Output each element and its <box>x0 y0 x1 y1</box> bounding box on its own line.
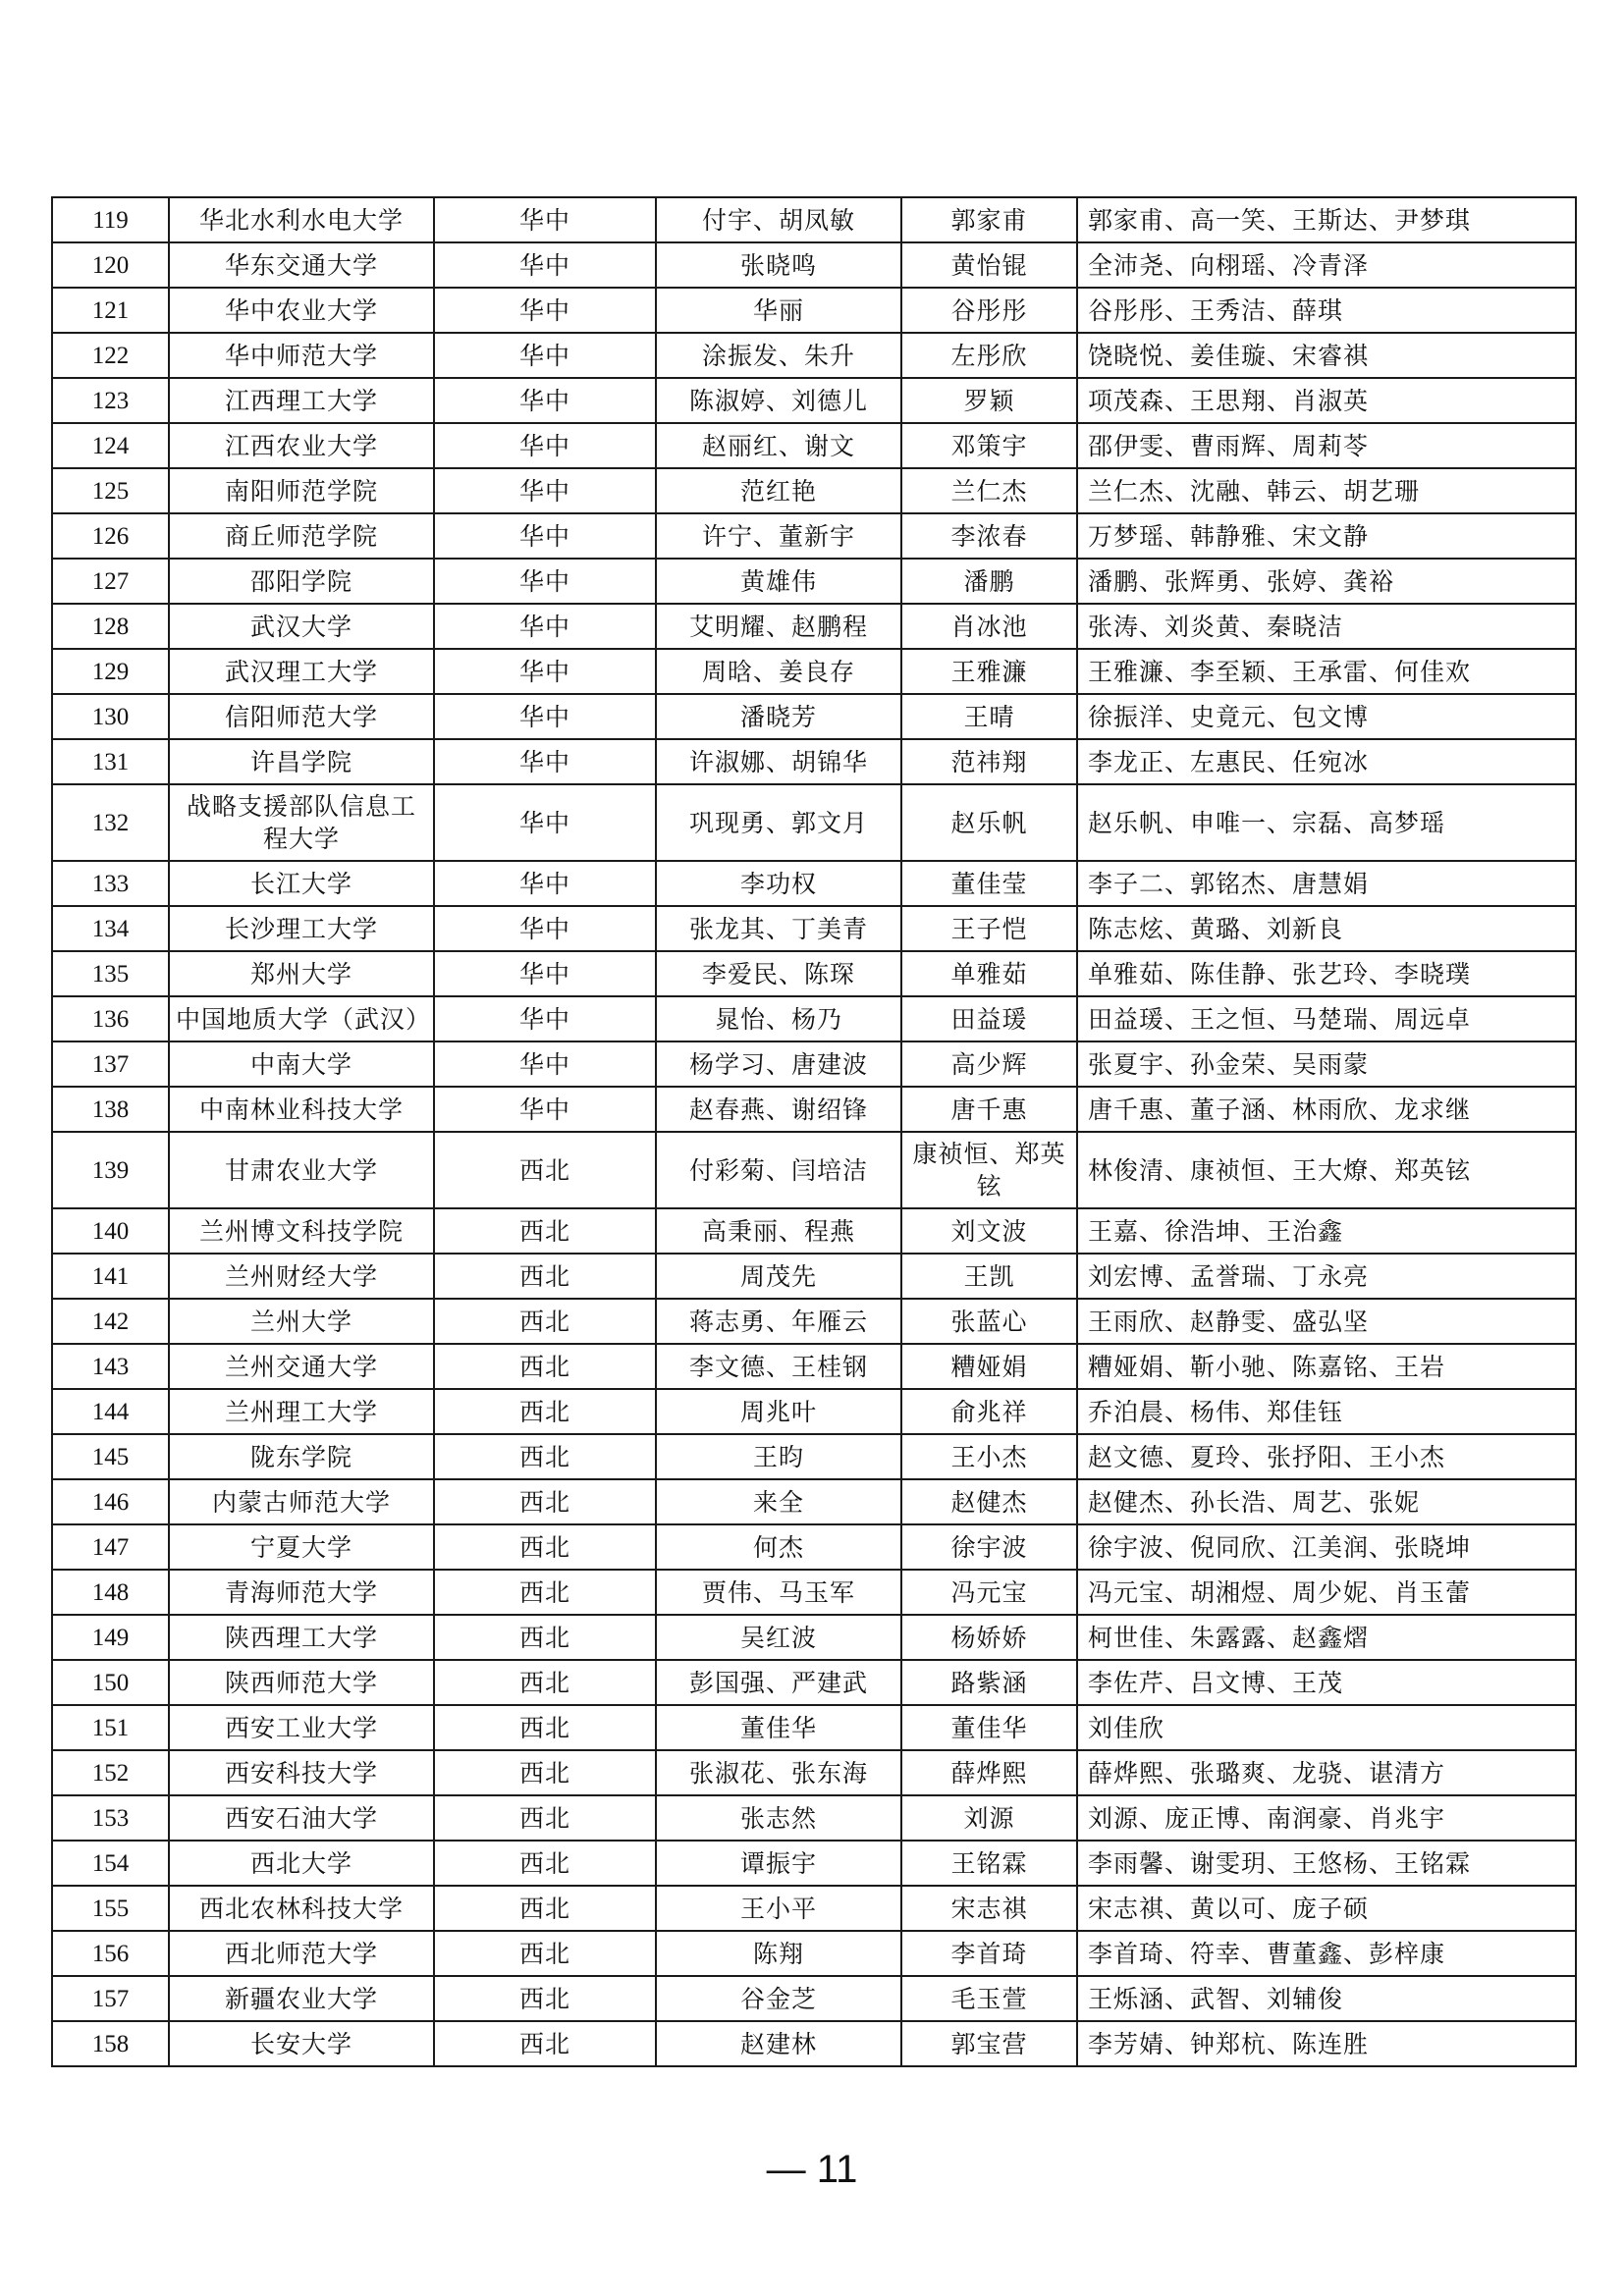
region-cell: 华中 <box>434 468 656 513</box>
row-number-cell: 139 <box>52 1132 169 1208</box>
table-row <box>52 1254 1576 1299</box>
table-row <box>52 1795 1576 1841</box>
table-row <box>52 1931 1576 1976</box>
row-number-cell: 147 <box>52 1524 169 1570</box>
row-number-cell: 131 <box>52 739 169 784</box>
team-members-cell: 乔泊晨、杨伟、郑佳钰 <box>1077 1389 1576 1434</box>
team-captain-cell: 路紫涵 <box>901 1660 1077 1705</box>
instructors-cell: 周兆叶 <box>656 1389 901 1434</box>
instructors-cell: 付宇、胡凤敏 <box>656 197 901 242</box>
row-number-cell: 145 <box>52 1434 169 1479</box>
region-cell: 华中 <box>434 996 656 1041</box>
team-members-cell: 田益瑗、王之恒、马楚瑞、周远卓 <box>1077 996 1576 1041</box>
team-captain-cell: 唐千惠 <box>901 1087 1077 1132</box>
team-members-cell: 薛烨熙、张璐爽、龙骁、谌清方 <box>1077 1750 1576 1795</box>
table-row <box>52 951 1576 996</box>
instructors-cell: 张晓鸣 <box>656 242 901 288</box>
team-captain-cell: 刘源 <box>901 1795 1077 1841</box>
table-row <box>52 1750 1576 1795</box>
row-number-cell: 138 <box>52 1087 169 1132</box>
row-number-cell: 151 <box>52 1705 169 1750</box>
team-captain-cell: 田益瑗 <box>901 996 1077 1041</box>
team-members-cell: 李佐芹、吕文博、王茂 <box>1077 1660 1576 1705</box>
school-name-cell: 许昌学院 <box>169 739 434 784</box>
row-number-cell: 134 <box>52 906 169 951</box>
team-members-cell: 李雨馨、谢雯玥、王悠杨、王铭霖 <box>1077 1841 1576 1886</box>
row-number-cell: 127 <box>52 559 169 604</box>
team-members-cell: 饶晓悦、姜佳璇、宋睿祺 <box>1077 333 1576 378</box>
team-members-cell: 冯元宝、胡湘煜、周少妮、肖玉蕾 <box>1077 1570 1576 1615</box>
region-cell: 西北 <box>434 1299 656 1344</box>
row-number-cell: 156 <box>52 1931 169 1976</box>
region-cell: 西北 <box>434 1750 656 1795</box>
instructors-cell: 范红艳 <box>656 468 901 513</box>
table-row <box>52 423 1576 468</box>
instructors-cell: 李文德、王桂钢 <box>656 1344 901 1389</box>
team-captain-cell: 徐宇波 <box>901 1524 1077 1570</box>
table-row <box>52 559 1576 604</box>
team-members-cell: 糟娅娟、靳小驰、陈嘉铭、王岩 <box>1077 1344 1576 1389</box>
region-cell: 西北 <box>434 1705 656 1750</box>
school-name-cell: 武汉大学 <box>169 604 434 649</box>
team-captain-cell: 糟娅娟 <box>901 1344 1077 1389</box>
instructors-cell: 张淑花、张东海 <box>656 1750 901 1795</box>
team-captain-cell: 刘文波 <box>901 1208 1077 1254</box>
team-captain-cell: 兰仁杰 <box>901 468 1077 513</box>
team-captain-cell: 俞兆祥 <box>901 1389 1077 1434</box>
region-cell: 西北 <box>434 1841 656 1886</box>
school-name-cell: 长江大学 <box>169 861 434 906</box>
instructors-cell: 许淑娜、胡锦华 <box>656 739 901 784</box>
team-captain-cell: 冯元宝 <box>901 1570 1077 1615</box>
team-members-cell: 单雅茹、陈佳静、张艺玲、李晓璞 <box>1077 951 1576 996</box>
team-members-cell: 邵伊雯、曹雨辉、周莉苓 <box>1077 423 1576 468</box>
team-captain-cell: 张蓝心 <box>901 1299 1077 1344</box>
team-members-cell: 张夏宇、孙金荣、吴雨蒙 <box>1077 1041 1576 1087</box>
region-cell: 华中 <box>434 559 656 604</box>
team-captain-cell: 宋志祺 <box>901 1886 1077 1931</box>
team-captain-cell: 董佳华 <box>901 1705 1077 1750</box>
table-row <box>52 739 1576 784</box>
team-captain-cell: 李首琦 <box>901 1931 1077 1976</box>
team-members-cell: 项茂森、王思翔、肖淑英 <box>1077 378 1576 423</box>
region-cell: 西北 <box>434 1931 656 1976</box>
table-row <box>52 333 1576 378</box>
school-name-cell: 新疆农业大学 <box>169 1976 434 2021</box>
instructors-cell: 华丽 <box>656 288 901 333</box>
team-captain-cell: 单雅茹 <box>901 951 1077 996</box>
instructors-cell: 张志然 <box>656 1795 901 1841</box>
region-cell: 华中 <box>434 604 656 649</box>
table-row <box>52 1570 1576 1615</box>
school-name-cell: 青海师范大学 <box>169 1570 434 1615</box>
instructors-cell: 王小平 <box>656 1886 901 1931</box>
region-cell: 西北 <box>434 2021 656 2066</box>
team-captain-cell: 毛玉萱 <box>901 1976 1077 2021</box>
team-captain-cell: 王铭霖 <box>901 1841 1077 1886</box>
table-row <box>52 468 1576 513</box>
instructors-cell: 潘晓芳 <box>656 694 901 739</box>
region-cell: 西北 <box>434 1434 656 1479</box>
table-row <box>52 1886 1576 1931</box>
team-captain-cell: 潘鹏 <box>901 559 1077 604</box>
region-cell: 华中 <box>434 513 656 559</box>
team-members-cell: 柯世佳、朱露露、赵鑫熠 <box>1077 1615 1576 1660</box>
team-captain-cell: 王雅濂 <box>901 649 1077 694</box>
school-name-cell: 西安石油大学 <box>169 1795 434 1841</box>
region-cell: 华中 <box>434 649 656 694</box>
school-name-cell: 内蒙古师范大学 <box>169 1479 434 1524</box>
region-cell: 华中 <box>434 1087 656 1132</box>
instructors-cell: 付彩菊、闫培洁 <box>656 1132 901 1208</box>
school-name-cell: 江西理工大学 <box>169 378 434 423</box>
school-name-cell: 西安工业大学 <box>169 1705 434 1750</box>
region-cell: 华中 <box>434 197 656 242</box>
team-captain-cell: 黄怡锟 <box>901 242 1077 288</box>
table-row <box>52 378 1576 423</box>
region-cell: 华中 <box>434 288 656 333</box>
instructors-cell: 王昀 <box>656 1434 901 1479</box>
team-captain-cell: 谷彤彤 <box>901 288 1077 333</box>
region-cell: 西北 <box>434 1479 656 1524</box>
team-captain-cell: 王凯 <box>901 1254 1077 1299</box>
row-number-cell: 152 <box>52 1750 169 1795</box>
school-name-cell: 南阳师范学院 <box>169 468 434 513</box>
region-cell: 华中 <box>434 333 656 378</box>
team-members-cell: 林俊清、康祯恒、王大燎、郑英铉 <box>1077 1132 1576 1208</box>
team-members-cell: 王嘉、徐浩坤、王治鑫 <box>1077 1208 1576 1254</box>
instructors-cell: 周茂先 <box>656 1254 901 1299</box>
team-members-cell: 兰仁杰、沈融、韩云、胡艺珊 <box>1077 468 1576 513</box>
row-number-cell: 119 <box>52 197 169 242</box>
instructors-cell: 谷金芝 <box>656 1976 901 2021</box>
table-row <box>52 1705 1576 1750</box>
school-name-cell: 长沙理工大学 <box>169 906 434 951</box>
region-cell: 西北 <box>434 1254 656 1299</box>
team-members-cell: 赵健杰、孙长浩、周艺、张妮 <box>1077 1479 1576 1524</box>
team-captain-cell: 李浓春 <box>901 513 1077 559</box>
school-name-cell: 长安大学 <box>169 2021 434 2066</box>
region-cell: 华中 <box>434 378 656 423</box>
instructors-cell: 谭振宇 <box>656 1841 901 1886</box>
row-number-cell: 149 <box>52 1615 169 1660</box>
region-cell: 西北 <box>434 1570 656 1615</box>
region-cell: 西北 <box>434 1615 656 1660</box>
row-number-cell: 122 <box>52 333 169 378</box>
instructors-cell: 董佳华 <box>656 1705 901 1750</box>
table-row <box>52 1615 1576 1660</box>
instructors-cell: 赵丽红、谢文 <box>656 423 901 468</box>
instructors-cell: 周晗、姜良存 <box>656 649 901 694</box>
table-row <box>52 1434 1576 1479</box>
school-name-cell: 信阳师范大学 <box>169 694 434 739</box>
instructors-cell: 蒋志勇、年雁云 <box>656 1299 901 1344</box>
row-number-cell: 120 <box>52 242 169 288</box>
team-members-cell: 宋志祺、黄以可、庞子硕 <box>1077 1886 1576 1931</box>
row-number-cell: 126 <box>52 513 169 559</box>
table-row <box>52 1132 1576 1208</box>
table-row <box>52 1208 1576 1254</box>
table-row <box>52 1976 1576 2021</box>
table-row <box>52 906 1576 951</box>
region-cell: 西北 <box>434 1389 656 1434</box>
team-captain-cell: 董佳莹 <box>901 861 1077 906</box>
region-cell: 华中 <box>434 784 656 861</box>
table-row <box>52 1660 1576 1705</box>
team-members-cell: 张涛、刘炎黄、秦晓洁 <box>1077 604 1576 649</box>
table-row <box>52 996 1576 1041</box>
instructors-cell: 彭国强、严建武 <box>656 1660 901 1705</box>
instructors-cell: 许宁、董新宇 <box>656 513 901 559</box>
school-name-cell: 陇东学院 <box>169 1434 434 1479</box>
region-cell: 西北 <box>434 1795 656 1841</box>
team-members-cell: 李龙正、左惠民、任宛冰 <box>1077 739 1576 784</box>
region-cell: 华中 <box>434 739 656 784</box>
team-members-cell: 万梦瑶、韩静雅、宋文静 <box>1077 513 1576 559</box>
row-number-cell: 141 <box>52 1254 169 1299</box>
team-captain-cell: 赵健杰 <box>901 1479 1077 1524</box>
region-cell: 西北 <box>434 1344 656 1389</box>
table-row <box>52 197 1576 242</box>
team-members-cell: 潘鹏、张辉勇、张婷、龚裕 <box>1077 559 1576 604</box>
team-members-cell: 郭家甫、高一笑、王斯达、尹梦琪 <box>1077 197 1576 242</box>
school-name-cell: 中南大学 <box>169 1041 434 1087</box>
school-name-cell: 陕西师范大学 <box>169 1660 434 1705</box>
team-captain-cell: 王晴 <box>901 694 1077 739</box>
team-members-cell: 谷彤彤、王秀洁、薛琪 <box>1077 288 1576 333</box>
table-row <box>52 784 1576 861</box>
row-number-cell: 144 <box>52 1389 169 1434</box>
team-captain-cell: 高少辉 <box>901 1041 1077 1087</box>
team-captain-cell: 邓策宇 <box>901 423 1077 468</box>
instructors-cell: 艾明耀、赵鹏程 <box>656 604 901 649</box>
table-row <box>52 242 1576 288</box>
team-members-cell: 李芳婧、钟郑杭、陈连胜 <box>1077 2021 1576 2066</box>
team-members-cell: 徐宇波、倪同欣、江美润、张晓坤 <box>1077 1524 1576 1570</box>
row-number-cell: 135 <box>52 951 169 996</box>
instructors-cell: 李爱民、陈琛 <box>656 951 901 996</box>
region-cell: 华中 <box>434 242 656 288</box>
region-cell: 西北 <box>434 1524 656 1570</box>
region-cell: 西北 <box>434 1208 656 1254</box>
team-members-cell: 刘源、庞正博、南润豪、肖兆宇 <box>1077 1795 1576 1841</box>
table-row <box>52 1524 1576 1570</box>
school-name-cell: 陕西理工大学 <box>169 1615 434 1660</box>
row-number-cell: 124 <box>52 423 169 468</box>
school-name-cell: 华东交通大学 <box>169 242 434 288</box>
school-name-cell: 甘肃农业大学 <box>169 1132 434 1208</box>
school-name-cell: 武汉理工大学 <box>169 649 434 694</box>
table-row <box>52 2021 1576 2066</box>
team-members-cell: 王雨欣、赵静雯、盛弘坚 <box>1077 1299 1576 1344</box>
team-members-cell: 王烁涵、武智、刘辅俊 <box>1077 1976 1576 2021</box>
table-row <box>52 604 1576 649</box>
team-members-cell: 赵文德、夏玲、张抒阳、王小杰 <box>1077 1434 1576 1479</box>
table-row <box>52 1479 1576 1524</box>
region-cell: 华中 <box>434 423 656 468</box>
row-number-cell: 154 <box>52 1841 169 1886</box>
instructors-cell: 涂振发、朱升 <box>656 333 901 378</box>
row-number-cell: 125 <box>52 468 169 513</box>
instructors-cell: 巩现勇、郭文月 <box>656 784 901 861</box>
region-cell: 华中 <box>434 861 656 906</box>
team-captain-cell: 康祯恒、郑英铉 <box>901 1132 1077 1208</box>
school-name-cell: 西北师范大学 <box>169 1931 434 1976</box>
team-members-cell: 唐千惠、董子涵、林雨欣、龙求继 <box>1077 1087 1576 1132</box>
school-name-cell: 西安科技大学 <box>169 1750 434 1795</box>
school-name-cell: 战略支援部队信息工程大学 <box>169 784 434 861</box>
table-row <box>52 288 1576 333</box>
instructors-cell: 吴红波 <box>656 1615 901 1660</box>
row-number-cell: 129 <box>52 649 169 694</box>
row-number-cell: 130 <box>52 694 169 739</box>
instructors-cell: 陈淑婷、刘德儿 <box>656 378 901 423</box>
roster-body <box>52 197 1576 2066</box>
school-name-cell: 邵阳学院 <box>169 559 434 604</box>
school-name-cell: 兰州交通大学 <box>169 1344 434 1389</box>
team-captain-cell: 赵乐帆 <box>901 784 1077 861</box>
instructors-cell: 李功权 <box>656 861 901 906</box>
table-row <box>52 1389 1576 1434</box>
school-name-cell: 西北大学 <box>169 1841 434 1886</box>
instructors-cell: 陈翔 <box>656 1931 901 1976</box>
row-number-cell: 140 <box>52 1208 169 1254</box>
school-name-cell: 华北水利水电大学 <box>169 197 434 242</box>
instructors-cell: 晁怡、杨乃 <box>656 996 901 1041</box>
school-name-cell: 兰州博文科技学院 <box>169 1208 434 1254</box>
instructors-cell: 张龙其、丁美青 <box>656 906 901 951</box>
team-members-cell: 李子二、郭铭杰、唐慧娟 <box>1077 861 1576 906</box>
school-name-cell: 中国地质大学（武汉） <box>169 996 434 1041</box>
region-cell: 华中 <box>434 951 656 996</box>
instructors-cell: 黄雄伟 <box>656 559 901 604</box>
row-number-cell: 157 <box>52 1976 169 2021</box>
team-members-cell: 刘佳欣 <box>1077 1705 1576 1750</box>
school-name-cell: 西北农林科技大学 <box>169 1886 434 1931</box>
school-name-cell: 江西农业大学 <box>169 423 434 468</box>
school-name-cell: 商丘师范学院 <box>169 513 434 559</box>
instructors-cell: 杨学习、唐建波 <box>656 1041 901 1087</box>
instructors-cell: 赵建林 <box>656 2021 901 2066</box>
table-row <box>52 1841 1576 1886</box>
table-row <box>52 649 1576 694</box>
row-number-cell: 158 <box>52 2021 169 2066</box>
row-number-cell: 136 <box>52 996 169 1041</box>
school-name-cell: 兰州大学 <box>169 1299 434 1344</box>
team-members-cell: 李首琦、符幸、曹董鑫、彭梓康 <box>1077 1931 1576 1976</box>
region-cell: 西北 <box>434 1660 656 1705</box>
team-members-cell: 王雅濂、李至颖、王承雷、何佳欢 <box>1077 649 1576 694</box>
row-number-cell: 148 <box>52 1570 169 1615</box>
instructors-cell: 何杰 <box>656 1524 901 1570</box>
row-number-cell: 133 <box>52 861 169 906</box>
team-captain-cell: 杨娇娇 <box>901 1615 1077 1660</box>
row-number-cell: 155 <box>52 1886 169 1931</box>
table-row <box>52 513 1576 559</box>
team-captain-cell: 王小杰 <box>901 1434 1077 1479</box>
row-number-cell: 143 <box>52 1344 169 1389</box>
team-members-cell: 全沛尧、向栩瑶、冷青泽 <box>1077 242 1576 288</box>
instructors-cell: 贾伟、马玉军 <box>656 1570 901 1615</box>
row-number-cell: 121 <box>52 288 169 333</box>
team-captain-cell: 郭宝营 <box>901 2021 1077 2066</box>
school-name-cell: 中南林业科技大学 <box>169 1087 434 1132</box>
team-captain-cell: 罗颖 <box>901 378 1077 423</box>
row-number-cell: 132 <box>52 784 169 861</box>
team-members-cell: 陈志炫、黄璐、刘新良 <box>1077 906 1576 951</box>
row-number-cell: 153 <box>52 1795 169 1841</box>
team-members-cell: 赵乐帆、申唯一、宗磊、高梦瑶 <box>1077 784 1576 861</box>
team-captain-cell: 左彤欣 <box>901 333 1077 378</box>
school-name-cell: 郑州大学 <box>169 951 434 996</box>
region-cell: 西北 <box>434 1976 656 2021</box>
row-number-cell: 142 <box>52 1299 169 1344</box>
instructors-cell: 赵春燕、谢绍锋 <box>656 1087 901 1132</box>
row-number-cell: 150 <box>52 1660 169 1705</box>
team-captain-cell: 王子恺 <box>901 906 1077 951</box>
school-name-cell: 宁夏大学 <box>169 1524 434 1570</box>
team-captain-cell: 肖冰池 <box>901 604 1077 649</box>
table-row <box>52 1344 1576 1389</box>
page-number: — 11 <box>766 2148 858 2191</box>
table-row <box>52 1087 1576 1132</box>
school-name-cell: 兰州理工大学 <box>169 1389 434 1434</box>
team-captain-cell: 郭家甫 <box>901 197 1077 242</box>
team-captain-cell: 薛烨熙 <box>901 1750 1077 1795</box>
team-members-cell: 徐振洋、史竟元、包文博 <box>1077 694 1576 739</box>
team-captain-cell: 范祎翔 <box>901 739 1077 784</box>
school-name-cell: 兰州财经大学 <box>169 1254 434 1299</box>
row-number-cell: 128 <box>52 604 169 649</box>
region-cell: 西北 <box>434 1132 656 1208</box>
instructors-cell: 来全 <box>656 1479 901 1524</box>
row-number-cell: 123 <box>52 378 169 423</box>
team-members-cell: 刘宏博、孟誉瑞、丁永亮 <box>1077 1254 1576 1299</box>
table-row <box>52 694 1576 739</box>
table-row <box>52 1299 1576 1344</box>
school-name-cell: 华中农业大学 <box>169 288 434 333</box>
table-row <box>52 861 1576 906</box>
region-cell: 华中 <box>434 1041 656 1087</box>
instructors-cell: 高秉丽、程燕 <box>656 1208 901 1254</box>
table-row <box>52 1041 1576 1087</box>
roster-table <box>51 196 1577 2067</box>
row-number-cell: 146 <box>52 1479 169 1524</box>
region-cell: 华中 <box>434 906 656 951</box>
region-cell: 华中 <box>434 694 656 739</box>
school-name-cell: 华中师范大学 <box>169 333 434 378</box>
region-cell: 西北 <box>434 1886 656 1931</box>
row-number-cell: 137 <box>52 1041 169 1087</box>
